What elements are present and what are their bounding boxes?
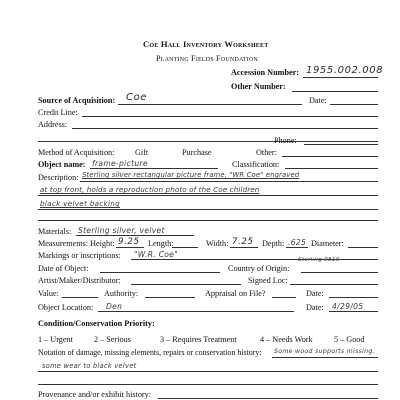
condition-option-5[interactable]: 5 – Good [334,335,365,344]
height-line [116,247,144,248]
height-value[interactable]: 9.25 [118,237,140,247]
value-line[interactable] [62,297,98,298]
value-date-line[interactable] [329,297,378,298]
source-line [118,104,302,105]
appraisal-line[interactable] [272,297,296,298]
country-label: Country of Origin: [228,264,290,273]
description-rule-2 [38,195,378,196]
method-other-line[interactable] [282,156,378,157]
length-label: Length: [148,239,174,248]
provenance-label: Provenance and/or exhibit history: [38,390,152,399]
location-date-label: Date: [306,303,324,312]
location-date-line [329,311,378,312]
signed-loc-label: Signed Loc: [248,276,288,285]
source-value[interactable]: Coe [126,92,148,103]
notation-label: Notation of damage, missing elements, repairs or conservation history: [38,348,262,357]
condition-option-4[interactable]: 4 – Needs Work [260,335,313,344]
markings-line [131,259,378,260]
depth-line [286,247,308,248]
notation-rule-3 [38,384,378,385]
location-value[interactable]: Den [106,302,123,311]
provenance-line[interactable] [158,398,378,399]
method-purchase[interactable]: Purchase [182,148,212,157]
width-label: Width: [206,239,229,248]
location-label: Object Location: [38,303,94,312]
authority-label: Authority: [104,289,139,298]
description-rule-1 [80,181,378,182]
phone-line[interactable] [304,144,378,145]
value-date-label: Date: [306,289,324,298]
object-name-value[interactable]: frame-picture [92,159,148,168]
object-name-label: Object name: [38,160,86,169]
width-value[interactable]: 7.25 [232,237,254,247]
notation-value-1[interactable]: Some wood supports missing, [274,348,375,355]
country-line[interactable] [301,272,378,273]
description-rule-4 [38,220,378,221]
markings-note[interactable]: Sterling 9810 [298,257,340,263]
accession-value[interactable]: 1955.002.008 [306,65,384,76]
location-date-value[interactable]: 4/29/05 [332,302,364,311]
object-name-line [90,168,218,169]
classification-label: Classification: [232,160,280,169]
phone-label: Phone: [274,136,297,145]
materials-line [76,235,194,236]
condition-option-2[interactable]: 2 – Serious [94,335,131,344]
notation-rule-1 [272,357,378,358]
length-line[interactable] [172,247,198,248]
description-line-2[interactable]: at top front, holds a reproduction photo of the Coe children [40,185,260,194]
address-line-2[interactable] [38,141,378,142]
notation-rule-2 [38,371,378,372]
worksheet-title: Coe Hall Inventory Worksheet [143,39,269,49]
source-date-label: Date: [309,96,327,105]
other-number-label: Other Number: [231,82,286,91]
measurements-label: Measurements: Height: [38,239,115,248]
accession-line [303,77,378,78]
classification-line[interactable] [285,168,378,169]
appraisal-label: Appraisal on File? [205,289,266,298]
materials-label: Materials: [38,227,72,236]
notation-value-2[interactable]: some wear to black velvet [42,362,137,370]
condition-title: Condition/Conservation Priority: [38,319,155,328]
location-line [98,311,294,312]
diameter-label: Diameter: [311,239,344,248]
markings-label: Markings or inscriptions: [38,251,121,260]
description-line-3[interactable]: black velvet backing [40,199,121,208]
description-rule-3 [38,209,378,210]
address-line[interactable] [72,128,378,129]
method-gift[interactable]: Gift [135,148,149,157]
source-label: Source of Acquisition: [38,96,116,105]
method-label: Method of Acquisition: [38,148,115,157]
foundation-name: Planting Fields Foundation [156,54,258,63]
diameter-line[interactable] [348,247,378,248]
value-label: Value: [38,289,59,298]
depth-label: Depth: [262,239,285,248]
method-other-label: Other: [256,148,277,157]
source-date-line[interactable] [330,104,378,105]
credit-line-label: Credit Line: [38,108,78,117]
address-label: Address: [38,120,68,129]
artist-label: Artist/Maker/Distributor: [38,276,121,285]
signed-loc-line[interactable] [290,284,378,285]
artist-line[interactable] [131,284,241,285]
markings-value[interactable]: "W.R. Coe" [134,250,179,259]
description-line-1[interactable]: Sterling silver rectangular picture frame, "WR Coe" engraved [82,171,300,179]
depth-value[interactable]: .625 [288,238,307,247]
condition-option-3[interactable]: 3 – Requires Treatment [160,335,237,344]
authority-line[interactable] [145,297,195,298]
date-of-object-label: Date of Object: [38,264,89,273]
width-line [230,247,258,248]
description-label: Description: [38,173,79,182]
other-number-line[interactable] [292,91,378,92]
condition-option-1[interactable]: 1 – Urgent [38,335,73,344]
credit-line-field[interactable] [82,116,378,117]
accession-label: Accession Number: [231,68,299,77]
date-of-object-line[interactable] [100,272,220,273]
materials-value[interactable]: Sterling silver, velvet [78,226,165,235]
